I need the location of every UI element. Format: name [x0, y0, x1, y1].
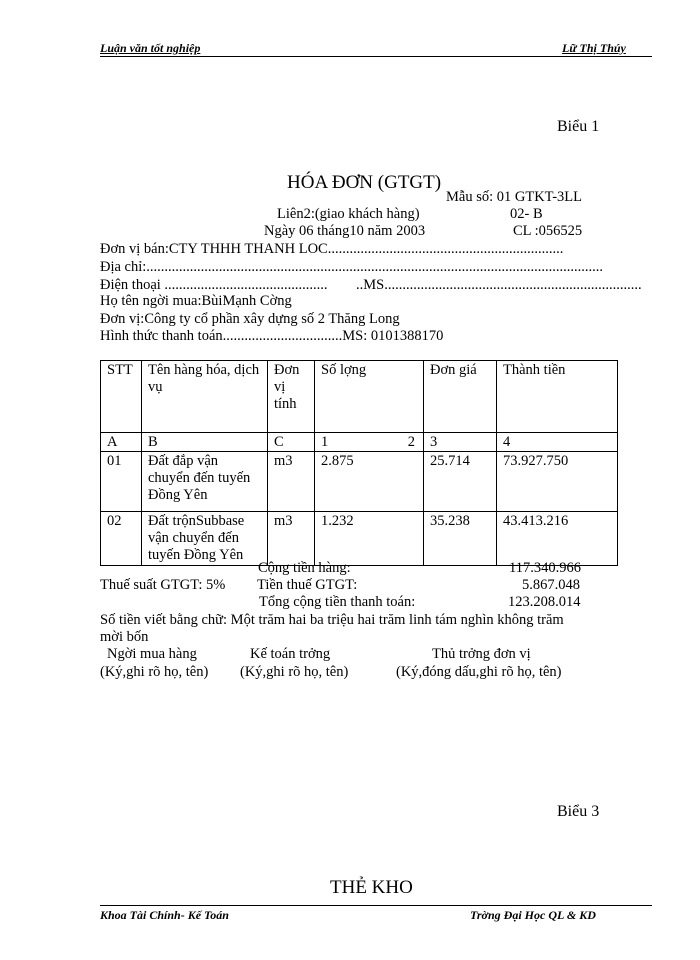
table-row: [101, 452, 618, 512]
signature-head-note: (Ký,đóng dấu,ghi rõ họ, tên): [396, 664, 562, 680]
row1-amount: 73.927.750: [497, 452, 618, 512]
col-amount-header: Thành tiền: [497, 361, 618, 433]
row1-price: 25.714: [424, 452, 497, 512]
signature-accountant-title: Kế toán trởng: [250, 646, 331, 662]
signature-buyer-note: (Ký,ghi rõ họ, tên): [100, 664, 209, 680]
row1-stt: 01: [101, 452, 142, 512]
code-3: 3: [424, 433, 497, 452]
subtotal-label: Cộng tiền hàng:: [258, 560, 351, 576]
vat-rate: Thuế suất GTGT: 5%: [100, 577, 226, 593]
code-qty-cell: [315, 433, 424, 452]
invoice-table: [100, 360, 618, 566]
row2-name: Đất trộnSubbase vận chuyển đến tuyến Đồng Yên: [142, 512, 268, 566]
series-label: 02- B: [510, 206, 543, 222]
header-rule: [100, 56, 652, 57]
seller-line: Đơn vị bán:CTY THHH THANH LOC.................................................................: [100, 241, 564, 257]
code-1: 1: [321, 434, 329, 450]
table-header-row: [101, 361, 618, 433]
header-right: Lữ Thị Thúy: [562, 41, 626, 55]
code-2: 2: [407, 434, 415, 450]
table-code-row: [101, 433, 618, 452]
footer-left: Khoa Tài Chính- Kế Toán: [100, 908, 229, 922]
grand-total-label: Tổng cộng tiền thanh toán:: [259, 594, 416, 610]
serial-number: CL :056525: [513, 223, 583, 239]
signature-head-title: Thủ trởng đơn vị: [432, 646, 531, 662]
address-line: Địa chỉ:..............................................................................................................................: [100, 259, 604, 275]
table-row: [101, 512, 618, 566]
col-qty-header: Số lợng: [315, 361, 424, 433]
header-left: Luận văn tốt nghiệp: [100, 41, 201, 55]
col-stt-header: STT: [101, 361, 142, 433]
buyer-unit-line: Đơn vị:Công ty cổ phần xây dựng số 2 Thăng Long: [100, 311, 400, 327]
row2-amount: 43.413.216: [497, 512, 618, 566]
amount-in-words: Số tiền viết bằng chữ: Một trăm hai ba triệu hai trăm linh tám nghìn không trăm: [100, 612, 564, 628]
amount-in-words-cont: mời bốn: [100, 629, 149, 645]
row1-qty: 2.875: [315, 452, 424, 512]
col-name-header: Tên hàng hóa, dịch vụ: [142, 361, 268, 433]
row1-unit: m3: [268, 452, 315, 512]
vat-amount-label: Tiền thuế GTGT:: [257, 577, 358, 593]
form-number: Mẫu số: 01 GTKT-3LL: [446, 189, 582, 205]
row2-unit: m3: [268, 512, 315, 566]
phone-line: Điện thoại .............................................: [100, 277, 328, 293]
code-c: C: [268, 433, 315, 452]
row2-price: 35.238: [424, 512, 497, 566]
row2-stt: 02: [101, 512, 142, 566]
row1-name: Đất đắp vận chuyển đến tuyến Đồng Yên: [142, 452, 268, 512]
col-price-header: Đơn giá: [424, 361, 497, 433]
bieu-label-bottom: Biểu 3: [557, 803, 600, 820]
signature-accountant-note: (Ký,ghi rõ họ, tên): [240, 664, 349, 680]
code-a: A: [101, 433, 142, 452]
code-b: B: [142, 433, 268, 452]
row2-qty: 1.232: [315, 512, 424, 566]
code-4: 4: [497, 433, 618, 452]
bieu-label-top: Biểu 1: [557, 118, 600, 135]
footer-rule: [100, 905, 652, 906]
signature-buyer-title: Ngời mua hàng: [107, 646, 197, 662]
vat-amount-value: 5.867.048: [522, 577, 580, 593]
grand-total-value: 123.208.014: [508, 594, 581, 610]
footer-right: Trờng Đại Học QL & KD: [470, 908, 596, 922]
col-unit-header: Đơn vị tính: [268, 361, 315, 433]
copy-label: Liên2:(giao khách hàng): [277, 206, 420, 222]
subtotal-value: 117.340.966: [509, 560, 581, 576]
invoice-title: HÓA ĐƠN (GTGT): [287, 172, 442, 193]
payment-method-line: Hình thức thanh toán.................................MS: 0101388170: [100, 328, 444, 344]
tax-code-line: ..MS.......................................................................: [356, 277, 642, 293]
stock-card-title: THẺ KHO: [330, 877, 413, 898]
invoice-date: Ngày 06 tháng10 năm 2003: [264, 223, 426, 239]
buyer-name-line: Họ tên ngời mua:BùiMạnh Cờng: [100, 293, 292, 309]
